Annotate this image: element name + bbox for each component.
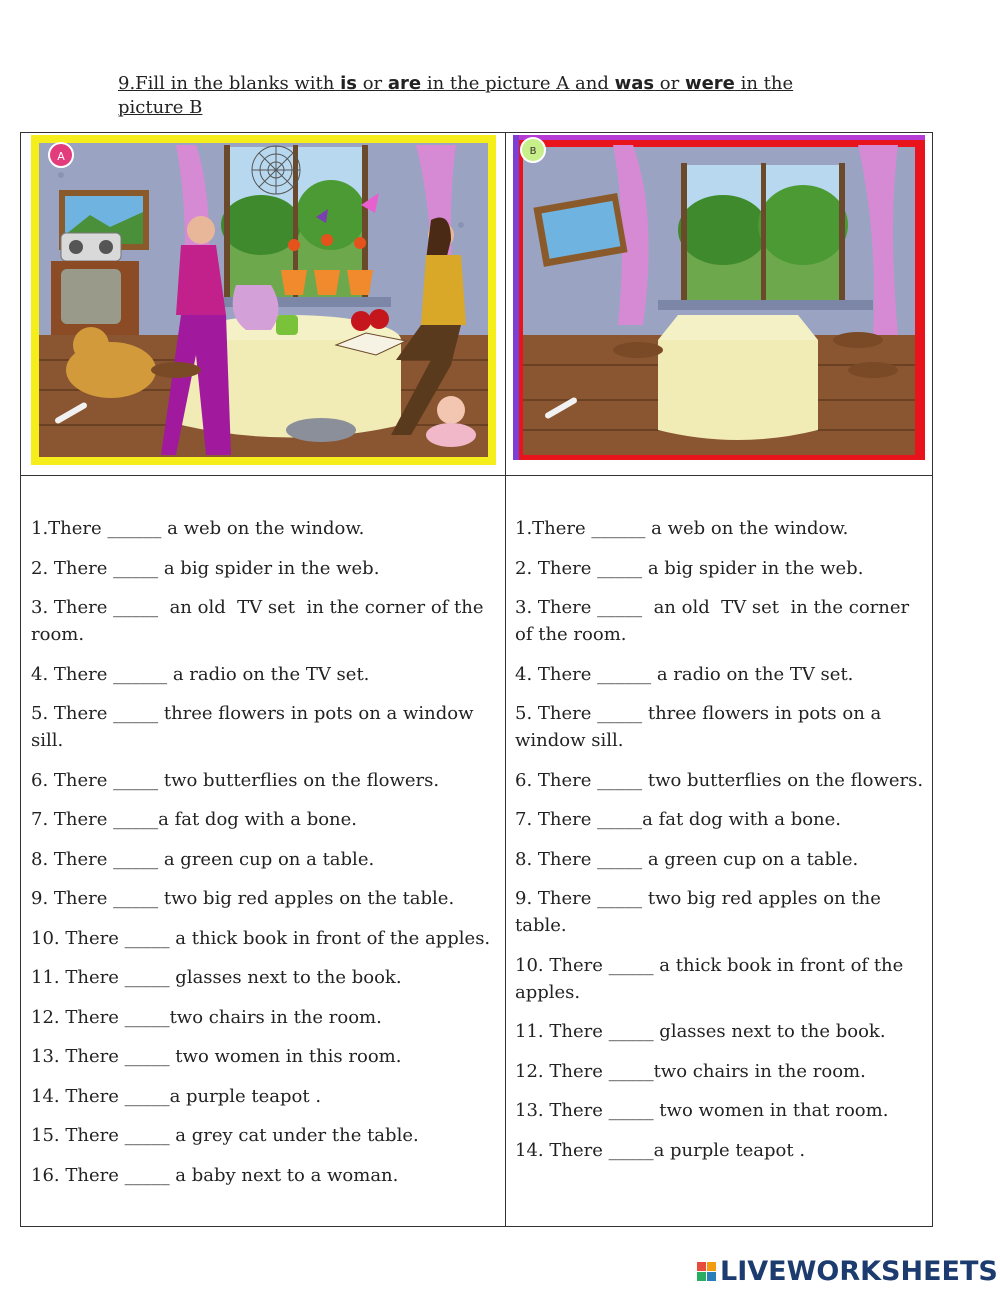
- question-item: 8. There _____ a green cup on a table.: [515, 848, 859, 870]
- question-item: 12. There _____two chairs in the room.: [515, 1060, 866, 1082]
- question-item: 10. There _____ a thick book in front of the apples.: [515, 954, 910, 1003]
- question-item: 5. There _____ three flowers in pots on a window sill.: [31, 703, 480, 751]
- question-item: 7. There _____a fat dog with a bone.: [515, 809, 842, 830]
- logo-mark-icon: [697, 1262, 716, 1281]
- picture-a-badge: A: [57, 150, 65, 163]
- word-are: are: [387, 73, 422, 94]
- picture-b: [513, 135, 925, 460]
- word-is: is: [340, 73, 357, 94]
- row-divider: [21, 475, 932, 476]
- question-item: 3. There _____ an old TV set in the corner of the room.: [515, 597, 915, 645]
- question-item: 11. There _____ glasses next to the book.: [515, 1021, 886, 1042]
- question-item: 14. There _____a purple teapot .: [31, 1085, 322, 1107]
- question-item: 14. There _____a purple teapot .: [515, 1139, 806, 1161]
- question-item: 13. There _____ two women in this room.: [31, 1046, 402, 1067]
- worksheet-table: [20, 132, 933, 1227]
- question-item: 6. There _____ two butterflies on the flowers.: [31, 769, 440, 791]
- picture-a: [31, 135, 496, 465]
- question-item: 9. There _____ two big red apples on the table.: [31, 888, 455, 909]
- question-item: 11. There _____ glasses next to the book.: [31, 967, 402, 988]
- question-item: 2. There _____ a big spider in the web.: [31, 557, 380, 579]
- question-item: 9. There _____ two big red apples on the table.: [515, 888, 887, 936]
- question-item: 1.There ______ a web on the window.: [515, 518, 849, 539]
- question-item: 7. There _____a fat dog with a bone.: [31, 809, 358, 830]
- question-item: 10. There _____ a thick book in front of the apples.: [31, 927, 491, 949]
- question-item: 8. There _____ a green cup on a table.: [31, 848, 375, 870]
- question-item: 2. There _____ a big spider in the web.: [515, 557, 864, 579]
- instruction-text: 9.Fill in the blanks with is or are in the picture A and was or were in the picture B: [118, 73, 794, 118]
- question-item: 12. There _____two chairs in the room.: [31, 1006, 382, 1028]
- logo-text: LIVEWORKSHEETS: [720, 1255, 998, 1287]
- word-was: was: [614, 73, 655, 94]
- questions-column-b: [515, 515, 925, 1176]
- column-divider: [505, 133, 506, 1226]
- liveworksheets-logo: [697, 1257, 998, 1285]
- question-item: 13. There _____ two women in that room.: [515, 1100, 889, 1121]
- word-were: were: [684, 73, 735, 94]
- question-item: 5. There _____ three flowers in pots on a window sill.: [515, 703, 888, 751]
- question-item: 1.There ______ a web on the window.: [31, 518, 365, 539]
- question-item: 16. There _____ a baby next to a woman.: [31, 1164, 399, 1186]
- question-item: 4. There ______ a radio on the TV set.: [31, 663, 370, 685]
- questions-column-a: [31, 515, 496, 1201]
- picture-b-badge: B: [529, 146, 537, 157]
- question-item: 4. There ______ a radio on the TV set.: [515, 663, 854, 685]
- question-item: 15. There _____ a grey cat under the table.: [31, 1125, 419, 1146]
- question-item: 6. There _____ two butterflies on the flowers.: [515, 769, 924, 791]
- question-item: 3. There _____ an old TV set in the corner of the room.: [31, 597, 490, 645]
